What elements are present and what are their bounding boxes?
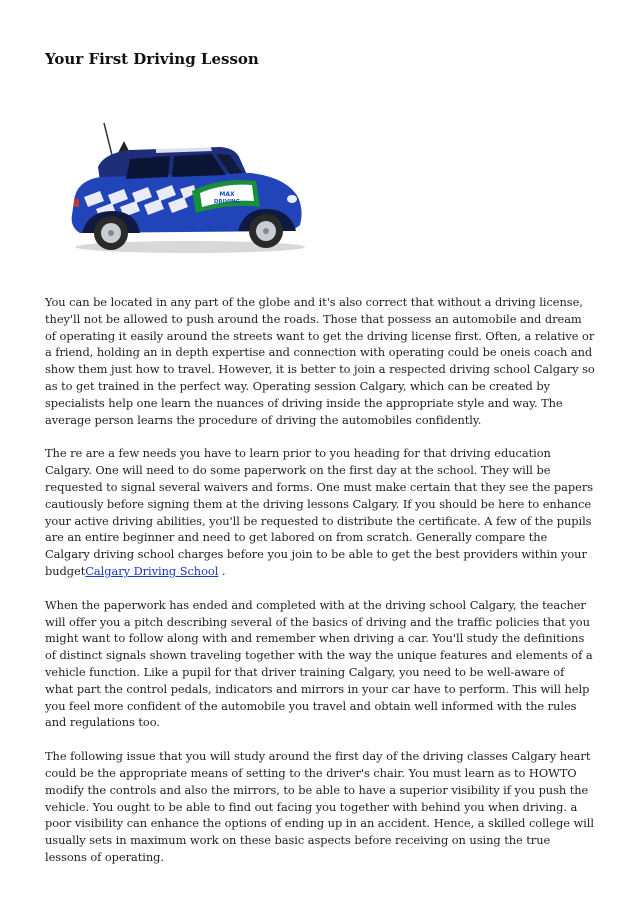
svg-text:MAX: MAX [219, 191, 235, 198]
paragraph-2-tail: . [218, 563, 226, 578]
driving-school-car-image [60, 115, 310, 260]
paragraph-4: The following issue that you will study around the first day of the driving classes Calgary heart could be the appropriate means of setting to the driver's chair. You must learn as to HOWTO modify the controls and also the mirrors, to be able to have a superior visibility if you push the vehicle. You ought to be able to find out facing you together with behind you when driving. a poor visibility can enhance the options of ending up in an accident. Hence, a skilled college will usually sets in maximum work on these basic aspects before receiving on using the true lessons of operating. [45, 749, 594, 864]
paragraph-1: You can be located in any part of the globe and it's also correct that without a driving license, they'll not be allowed to push around the roads. Those that possess an automobile and dream of operating it easily around the streets want to get the driving license first. Often, a relative or a friend, holding an in depth expertise and connection with operating could be oneis coach and show them just how to travel. However, it is better to join a respected driving school Calgary so as to get trained in the perfect way. Operating session Calgary, which can be created by specialists help one learn the nuances of driving inside the appropriate style and way. The average person learns the procedure of driving the automobiles confidently. [45, 295, 595, 427]
calgary-driving-school-link[interactable]: Calgary Driving School [85, 563, 219, 578]
svg-text:DRIVING: DRIVING [213, 199, 241, 205]
paragraph-2 [45, 445, 595, 579]
article-body [45, 294, 595, 883]
page-title: Your First Driving Lesson [45, 50, 259, 68]
paragraph-3: When the paperwork has ended and completed with at the driving school Calgary, the teacher will offer you a pitch describing several of the basics of driving and the traffic policies that you might want to follow along with and remember when driving a car. You'll study the definitions of distinct signals shown traveling together with the way the unique features and elements of a vehicle function. Like a pupil for that driver training Calgary, you need to be well-aware of what part the control pedals, indicators and mirrors in your car have to perform. This will help you feel more confident of the automobile you travel and obtain well informed with the rules and regulations too. [45, 597, 593, 730]
paragraph-2-text: The re are a few needs you have to learn prior to you heading for that driving education Calgary. One will need to do some paperwork on the first day at the school. They will be requested to signal several waivers and forms. One must make certain that they see the papers cautiously before signing them at the driving lessons Calgary. If you should be here to enhance your active driving abilities, you'll be requested to distribute the certificate. A few of the pupils are an entire beginner and need to get labored on from scratch. Generally compare the Calgary driving school charges before you join to be able to get the best providers within your budget [45, 446, 594, 578]
